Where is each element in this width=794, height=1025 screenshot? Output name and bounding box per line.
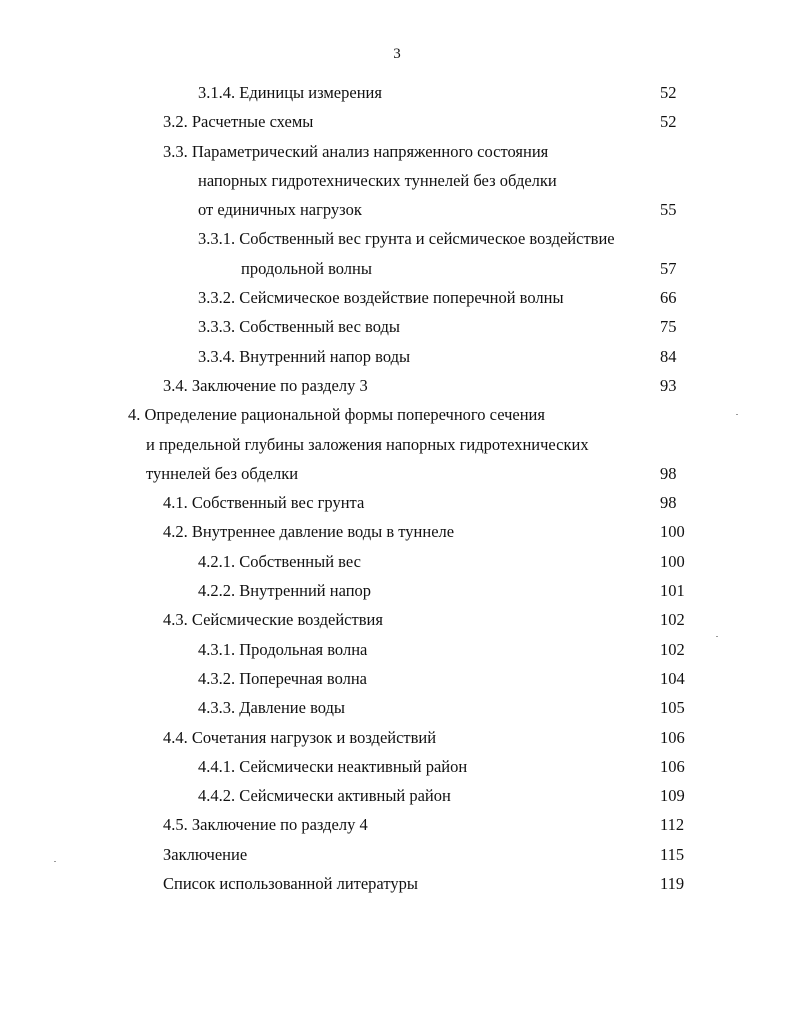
toc-entry-page: 66 [660,288,677,308]
toc-entry-title: 3.3.2. Сейсмическое воздействие поперечной волны [198,288,564,308]
toc-entry-title: продольной волны [241,258,372,278]
scan-speck [716,636,718,637]
toc-entry-page: 109 [660,786,685,806]
toc-entry-title: 4.4.1. Сейсмически неактивный район [198,756,468,776]
toc-entry-title: 3.3. Параметрический анализ напряженного состояния [163,141,549,161]
toc-entry-title: 4.1. Собственный вес грунта [163,493,365,513]
page-number: 3 [393,46,401,62]
toc-entry-title: 4.3.3. Давление воды [198,698,346,718]
toc-entry-title: 3.3.1. Собственный вес грунта и сейсмическое воздействие [198,229,615,249]
toc-entry [0,810,794,839]
toc-entry [0,371,794,400]
toc-entry-title: туннелей без обделки [146,463,299,483]
toc-entry-title: 4.3.2. Поперечная волна [198,668,367,688]
toc-entry [0,342,794,371]
toc-entry [0,752,794,781]
toc-entry-page: 98 [660,463,677,483]
toc-entry-title: 4.3.1. Продольная волна [198,639,368,659]
toc-entry-title: от единичных нагрузок [198,200,362,220]
toc-entry-page: 102 [660,610,685,630]
toc-entry-title: 4.5. Заключение по разделу 4 [163,815,368,835]
toc-entry-title: напорных гидротехнических туннелей без обделки [198,170,557,190]
toc-entry-page: 98 [660,493,677,513]
toc-entry-title: 4.4.2. Сейсмически активный район [198,786,451,806]
toc-entry-page: 55 [660,200,677,220]
toc-entry-title: 4.2.1. Собственный вес [198,551,361,571]
toc-entry-page: 57 [660,258,677,278]
toc-entry-page: 106 [660,727,685,747]
toc-entry-title: 3.4. Заключение по разделу 3 [163,375,368,395]
toc-entry-title: 4.4. Сочетания нагрузок и воздействий [163,727,437,747]
toc-entry [0,78,794,107]
toc-entry [0,576,794,605]
toc-entry-page: 115 [660,844,685,864]
toc-entry-page: 112 [660,815,685,835]
toc-entry-title: Заключение [163,844,248,864]
toc-entry [0,517,794,546]
toc-entry [0,693,794,722]
toc-entry [0,224,794,253]
toc-entry-page: 100 [660,522,685,542]
toc-entry-page: 84 [660,346,677,366]
toc-entry [0,840,794,869]
toc-entry-page: 119 [660,874,685,894]
toc-entry [0,869,794,898]
toc-entry [0,137,794,166]
toc-entry [0,195,794,224]
toc-entry [0,723,794,752]
toc-entry [0,400,794,429]
toc-entry [0,254,794,283]
toc-entry [0,459,794,488]
scan-speck [54,861,56,862]
toc-entry [0,283,794,312]
toc-entry-page: 52 [660,83,677,102]
toc-entry-page: 75 [660,317,677,337]
toc-entry [0,605,794,634]
toc-entry-title: 3.1.4. Единицы измерения [198,83,382,102]
scan-speck [736,414,738,415]
toc-entry-page: 105 [660,698,685,718]
toc-entry-page: 101 [660,581,685,601]
toc-entry [0,166,794,195]
toc-entry-title: 4. Определение рациональной формы поперечного сечения [128,405,545,425]
toc-entry-title: 3.2. Расчетные схемы [163,112,314,132]
toc-entry [0,547,794,576]
toc-entry [0,488,794,517]
toc-entry-page: 104 [660,668,685,688]
toc-entry [0,430,794,459]
toc-entry-page: 106 [660,756,685,776]
toc-entry [0,635,794,664]
toc-entry-page: 100 [660,551,685,571]
toc-entry-title: 4.2. Внутреннее давление воды в туннеле [163,522,455,542]
toc-entry-page: 102 [660,639,685,659]
toc-entry [0,107,794,136]
table-of-contents [0,78,794,898]
toc-entry-title: Список использованной литературы [163,874,418,894]
toc-entry-title: 4.3. Сейсмические воздействия [163,610,383,630]
toc-entry-title: и предельной глубины заложения напорных гидротехнических [146,434,589,454]
toc-entry [0,781,794,810]
toc-entry-title: 3.3.3. Собственный вес воды [198,317,400,337]
toc-entry-title: 3.3.4. Внутренний напор воды [198,346,411,366]
toc-entry [0,312,794,341]
toc-entry-page: 52 [660,112,677,132]
toc-entry-title: 4.2.2. Внутренний напор [198,581,372,601]
toc-entry-page: 93 [660,375,677,395]
toc-entry [0,664,794,693]
